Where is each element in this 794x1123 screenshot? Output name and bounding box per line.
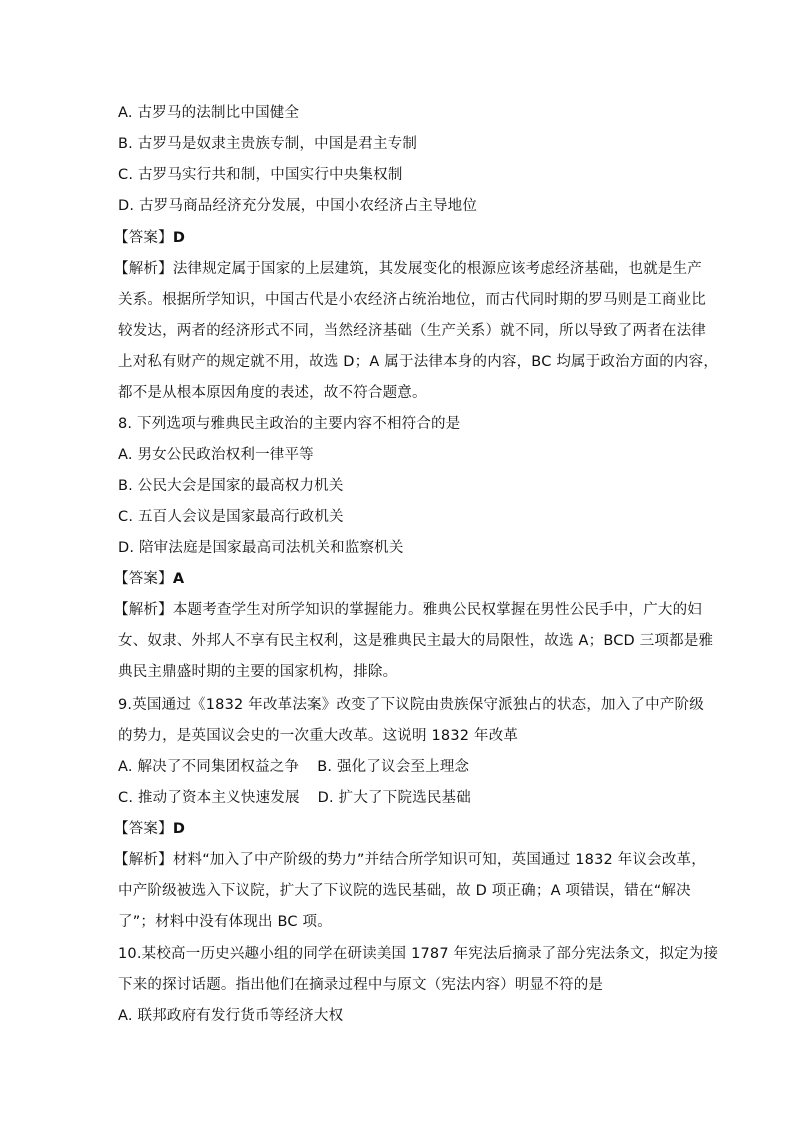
analysis-text: 法律规定属于国家的上层建筑，其发展变化的根源应该考虑经济基础，也就是生产 [172, 261, 703, 277]
q7-option-c: C. 古罗马实行共和制，中国实行中央集权制 [118, 167, 403, 183]
q8-analysis-line-3: 典民主鼎盛时期的主要的国家机构，排除。 [118, 664, 398, 680]
q7-analysis-line-4: 上对私有财产的规定就不用，故选 D；A 属于法律本身的内容，BC 均属于政治方面的内容， [118, 354, 719, 370]
q10-question-line-2: 下来的探讨话题。指出他们在摘录过程中与原文（宪法内容）明显不符的是 [118, 977, 604, 993]
q7-analysis-line-5: 都不是从根本原因角度的表述，故不符合题意。 [118, 385, 427, 401]
analysis-label: 【解析】 [114, 852, 173, 868]
q7-option-b: B. 古罗马是奴隶主贵族专制，中国是君主专制 [118, 136, 418, 152]
q10-option-a: A. 联邦政府有发行货币等经济大权 [118, 1008, 344, 1024]
q7-option-d: D. 古罗马商品经济充分发展，中国小农经济占主导地位 [118, 198, 478, 214]
q8-answer [114, 569, 674, 589]
q9-analysis-line-3: 了”；材料中没有体现出 BC 项。 [118, 914, 332, 930]
q8-option-c: C. 五百人会议是国家最高行政机关 [118, 509, 344, 525]
analysis-text: 本题考查学生对所学知识的掌握能力。雅典公民权掌握在男性公民手中，广大的妇 [172, 602, 703, 618]
q9-options-row-2 [118, 788, 678, 808]
analysis-label: 【解析】 [114, 602, 173, 618]
q10-question-line-1: 10.某校高一历史兴趣小组的同学在研读美国 1787 年宪法后摘录了部分宪法条文，拟定为接 [118, 946, 719, 962]
q9-analysis-line-2: 中产阶级被选入下议院，扩大了下议院的选民基础，故 D 项正确；A 项错误，错在“解决 [118, 883, 691, 899]
answer-value: A [172, 571, 185, 587]
q9-analysis-line-1 [114, 850, 706, 870]
answer-value: D [172, 821, 186, 837]
q9-answer [114, 819, 674, 839]
q8-option-b: B. 公民大会是国家的最高权力机关 [118, 478, 344, 494]
q7-analysis-line-3: 较发达，两者的经济形式不同，当然经济基础（生产关系）就不同，所以导致了两者在法律 [118, 323, 706, 339]
q9-option-c: C. 推动了资本主义快速发展 [118, 790, 300, 806]
q9-options-row-1 [118, 757, 678, 777]
q7-option-a: A. 古罗马的法制比中国健全 [118, 105, 300, 121]
q7-analysis-line-2: 关系。根据所学知识，中国古代是小农经济占统治地位，而古代同时期的罗马则是工商业比 [118, 292, 706, 308]
answer-label: 【答案】 [114, 821, 173, 837]
q8-question: 8. 下列选项与雅典民主政治的主要内容不相符合的是 [118, 416, 461, 432]
answer-label: 【答案】 [114, 230, 173, 246]
q9-option-b: B. 强化了议会至上理念 [317, 759, 470, 775]
analysis-label: 【解析】 [114, 261, 173, 277]
q9-option-d: D. 扩大了下院选民基础 [317, 790, 471, 806]
q9-question-line-1: 9.英国通过《1832 年改革法案》改变了下议院由贵族保守派独占的状态，加入了中产阶级 [118, 697, 704, 713]
q7-analysis-line-1 [114, 259, 703, 279]
q9-option-a: A. 解决了不同集团权益之争 [118, 759, 300, 775]
answer-value: D [172, 230, 186, 246]
q8-analysis-line-2: 女、奴隶、外邦人不享有民主权利，这是雅典民主最大的局限性，故选 A；BCD 三项都是雅 [118, 633, 714, 649]
q7-answer [114, 228, 674, 248]
q8-option-d: D. 陪审法庭是国家最高司法机关和监察机关 [118, 540, 404, 556]
q9-question-line-2: 的势力，是英国议会史的一次重大改革。这说明 1832 年改革 [118, 728, 519, 744]
q8-option-a: A. 男女公民政治权利一律平等 [118, 447, 314, 463]
answer-label: 【答案】 [114, 571, 173, 587]
analysis-text: 材料“加入了中产阶级的势力”并结合所学知识可知，英国通过 1832 年议会改革， [172, 852, 706, 868]
q8-analysis-line-1 [114, 600, 703, 620]
